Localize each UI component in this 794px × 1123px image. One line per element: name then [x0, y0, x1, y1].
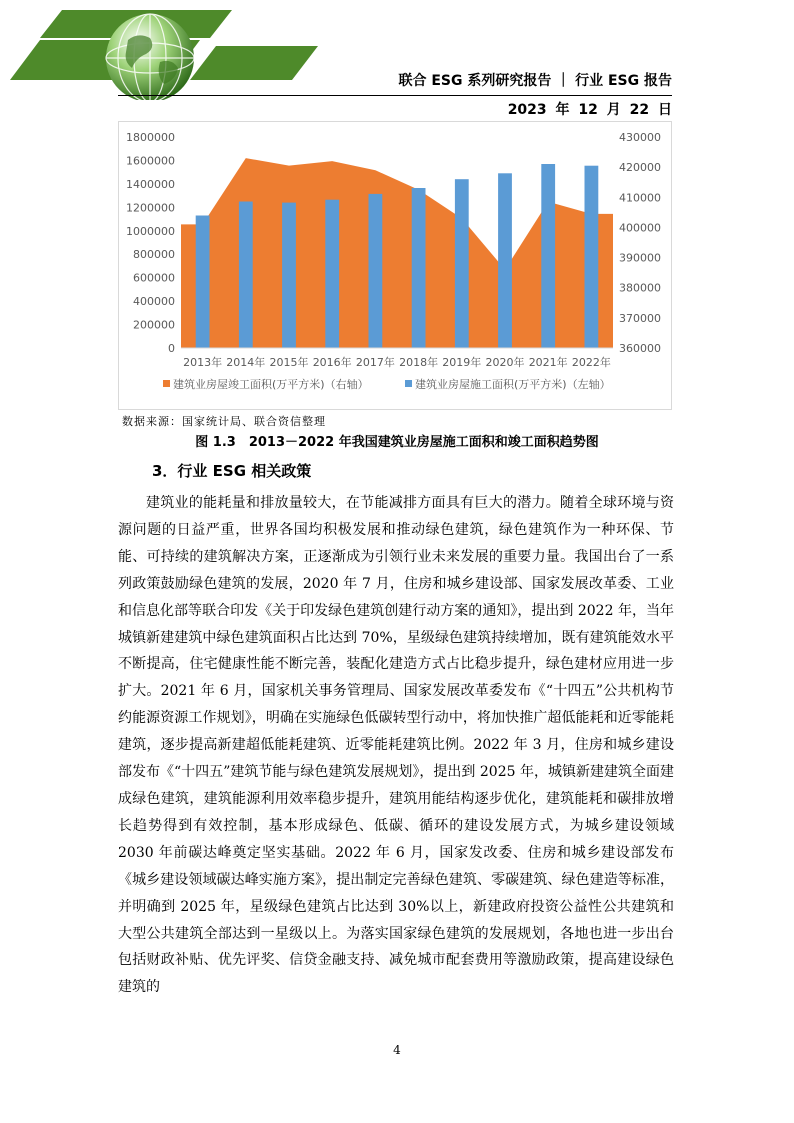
- bar-construction-6: [455, 179, 469, 348]
- legend-label-construction: 建筑业房屋施工面积(万平方米)（左轴）: [415, 378, 611, 391]
- globe-logo: [0, 0, 330, 100]
- chart-container: [118, 121, 672, 410]
- y-left-tick-label: 800000: [133, 248, 175, 262]
- x-tick-label: 2013年: [183, 356, 223, 369]
- y-right-tick-label: 390000: [619, 251, 661, 265]
- bar-construction-5: [412, 188, 426, 348]
- bar-construction-0: [196, 216, 210, 349]
- x-tick-label: 2021年: [528, 356, 568, 369]
- y-left-tick-label: 1800000: [126, 131, 175, 144]
- legend-label-completion: 建筑业房屋竣工面积(万平方米)（右轴）: [173, 378, 369, 391]
- area-bar-chart: [119, 122, 671, 409]
- y-left-tick-label: 1000000: [126, 224, 175, 238]
- x-tick-label: 2014年: [226, 356, 266, 369]
- header-divider: [118, 95, 672, 96]
- y-right-tick-label: 400000: [619, 221, 661, 235]
- bar-construction-1: [239, 202, 253, 349]
- bar-construction-8: [541, 164, 555, 348]
- y-left-tick-label: 1200000: [126, 201, 175, 215]
- y-left-tick-label: 1600000: [126, 154, 175, 168]
- x-tick-label: 2019年: [442, 356, 482, 369]
- y-left-tick-label: 600000: [133, 271, 175, 285]
- y-right-tick-label: 430000: [619, 131, 661, 144]
- bar-construction-9: [585, 166, 599, 348]
- report-series-title: 联合 ESG 系列研究报告 ｜ 行业 ESG 报告: [398, 73, 672, 89]
- body-paragraph: 建筑业的能耗量和排放量较大，在节能减排方面具有巨大的潜力。随着全球环境与资源问题的日益严重，世界各国均积极发展和推动绿色建筑，绿色建筑作为一种环保、节能、可持续的建筑解决方案，正逐渐成为引领行业未来发展的重要力量。我国出台了一系列政策鼓励绿色建筑的发展，2020 年 7 月，住房和城乡建设部、国家发展改革委、工业和信息化部等联合印发《关于印发绿色建筑创建行动方案的通知》，提出到 2022 年，当年城镇新建建筑中绿色建筑面积占比达到 70%，星级绿色建筑持续增加，既有建筑能效水平不断提高，住宅健康性能不断完善，装配化建造方式占比稳步提升，绿色建材应用进一步扩大。2021 年 6 月，国家机关事务管理局、国家发展改革委发布《“十四五”公共机构节约能源资源工作规划》，明确在实施绿色低碳转型行动中，将加快推广超低能耗和近零能耗建筑，逐步提高新建超低能耗建筑、近零能耗建筑比例。2022 年 3 月，住房和城乡建设部发布《“十四五”建筑节能与绿色建筑发展规划》，提出到 2025 年，城镇新建建筑全面建成绿色建筑，建筑能源利用效率稳步提升，建筑用能结构逐步优化，建筑能耗和碳排放增长趋势得到有效控制，基本形成绿色、低碳、循环的建设发展方式，为城乡建设领域 2030 年前碳达峰奠定坚实基础。2022 年 6 月，国家发改委、住房和城乡建设部发布《城乡建设领域碳达峰实施方案》，提出制定完善绿色建筑、零碳建筑、绿色建造等标准，并明确到 2025 年，星级绿色建筑占比达到 30%以上，新建政府投资公益性公共建筑和大型公共建筑全部达到一星级以上。为落实国家绿色建筑的发展规划，各地也进一步出台包括财政补贴、优先评奖、信贷金融支持、减免城市配套费用等激励政策，提高建设绿色建筑的: [118, 495, 674, 996]
- report-date: 2023 年 12 月 22 日: [507, 102, 672, 118]
- section-heading: 3．行业 ESG 相关政策: [152, 462, 312, 480]
- x-tick-label: 2020年: [485, 356, 525, 369]
- page-number: 4: [393, 1043, 401, 1057]
- bar-construction-3: [325, 200, 339, 348]
- y-left-tick-label: 200000: [133, 318, 175, 332]
- y-right-tick-label: 410000: [619, 191, 661, 205]
- x-tick-label: 2018年: [399, 356, 439, 369]
- chart-legend: [163, 377, 611, 391]
- legend-swatch-construction: [405, 380, 412, 387]
- data-source-note: 数据来源：国家统计局、联合资信整理: [122, 415, 326, 428]
- bar-construction-7: [498, 173, 512, 348]
- y-left-tick-label: 1400000: [126, 177, 175, 191]
- x-tick-label: 2016年: [312, 356, 352, 369]
- x-tick-label: 2017年: [355, 356, 395, 369]
- legend-swatch-completion: [163, 380, 170, 387]
- y-right-tick-label: 360000: [619, 342, 661, 355]
- y-left-tick-label: 0: [168, 342, 175, 355]
- y-right-tick-label: 380000: [619, 281, 661, 295]
- bar-construction-2: [282, 203, 296, 348]
- y-right-tick-label: 370000: [619, 311, 661, 325]
- y-right-tick-label: 420000: [619, 161, 661, 175]
- x-tick-label: 2015年: [269, 356, 309, 369]
- y-left-tick-label: 400000: [133, 295, 175, 309]
- bar-construction-4: [369, 194, 383, 348]
- figure-caption: 图 1.3 2013－2022 年我国建筑业房屋施工面积和竣工面积趋势图: [195, 435, 599, 450]
- x-tick-label: 2022年: [571, 356, 611, 369]
